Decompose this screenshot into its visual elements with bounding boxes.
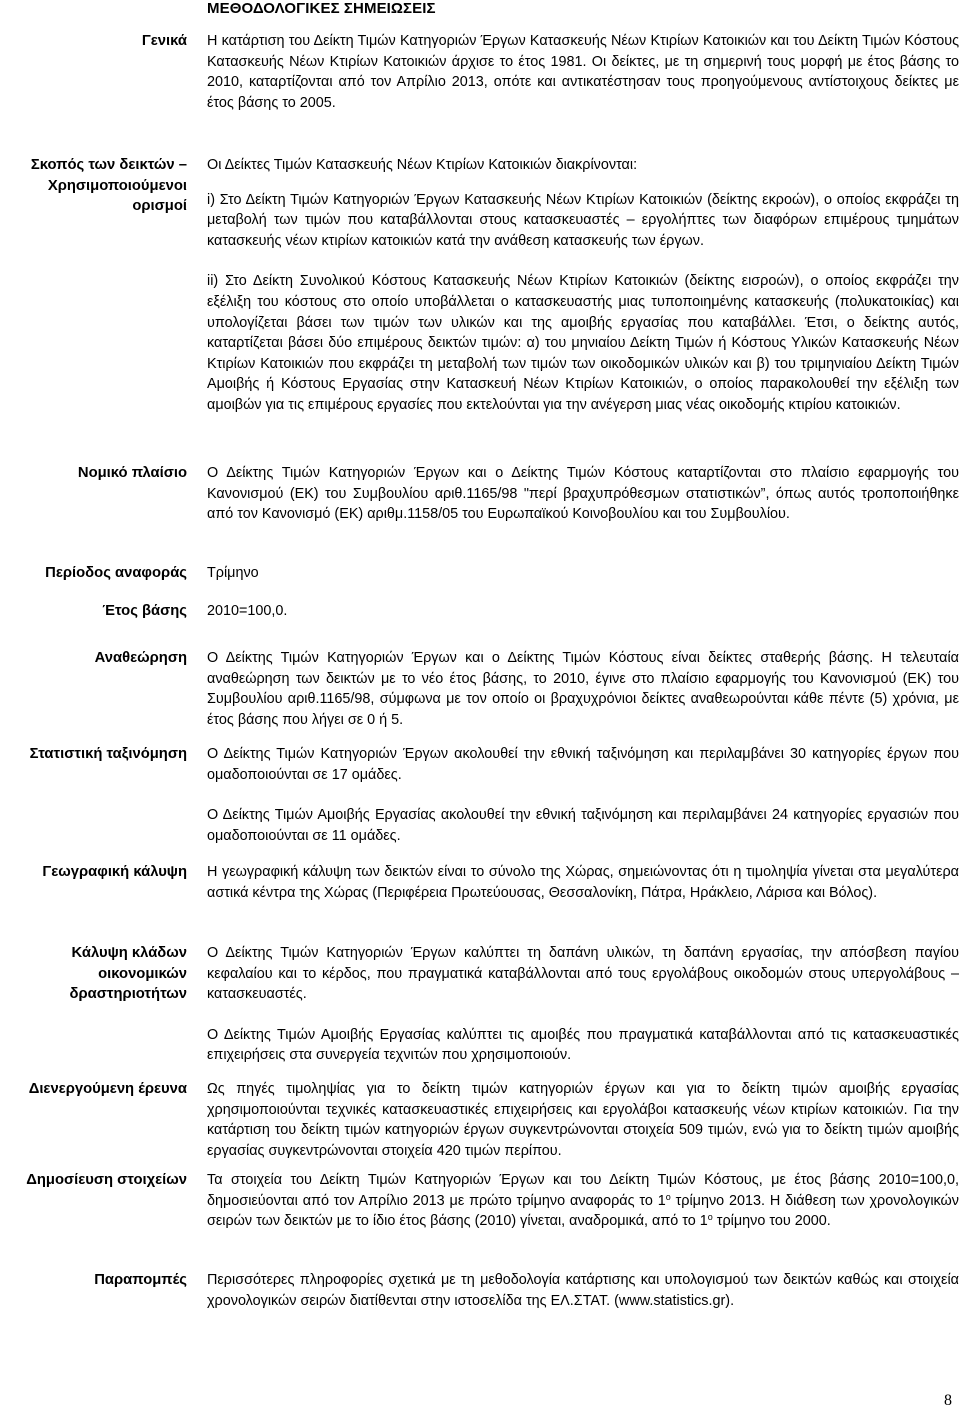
section-label: Αναθεώρηση [94, 650, 187, 666]
text-run: τρίμηνο 2013. Η διάθεση των χρονολογικών σειρών των δεικτών με το ίδιο έτος βάσης (2010) γίνεται, αναδρομικά, από το 1 [207, 1192, 959, 1230]
section-text [207, 862, 959, 903]
paragraph: Τρίμηνο [207, 565, 259, 581]
section-text [207, 563, 959, 584]
section-label: Σκοπός των δεικτών – Χρησιμοποιούμενοι ορισμοί [30, 157, 187, 215]
superscript: ο [707, 1212, 713, 1223]
page-number: 8 [944, 1392, 952, 1409]
section-label: Έτος βάσης [102, 603, 187, 619]
paragraph: Ο Δείκτης Τιμών Κατηγοριών Έργων καλύπτει τη δαπάνη υλικών, τη δαπάνη εργασίας, την απόσβεση παγίου κεφαλαίου και το κέρδος, που πραγματικά καταβάλλονται από τους εργολάβους οικοδομών στους υπεργολάβους – κατασκευαστές. [207, 945, 959, 1003]
page-title: ΜΕΘΟΔΟΛΟΓΙΚΕΣ ΣΗΜΕΙΩΣΕΙΣ [207, 0, 436, 17]
paragraph: Οι Δείκτες Τιμών Κατασκευής Νέων Κτιρίων Κατοικιών διακρίνονται: [207, 157, 638, 173]
paragraph: Ο Δείκτης Τιμών Αμοιβής Εργασίας καλύπτει τις αμοιβές που πραγματικά καταβάλλονται από τις κατασκευαστικές επιχειρήσεις στα συνεργεία τεχνιτών που χρησιμοποιούν. [207, 1026, 959, 1064]
section-label: Γενικά [141, 33, 187, 49]
section-text [207, 463, 959, 525]
paragraph: i) Στο Δείκτη Τιμών Κατηγοριών Έργων Κατασκευής Νέων Κτιρίων Κατοικιών (δείκτης εκροών), ο οποίος εκφράζει τη μεταβολή των τιμών που καταβάλλονται στους κατασκευαστές – εργολήπτες των διαφόρων επιμέρους τμημάτων κατασκευής νέων κτιρίων κατοικιών κατά την ανάθεση κατασκευής των έργων. [207, 191, 959, 249]
section-text [207, 744, 959, 846]
text-run: Τα στοιχεία του Δείκτη Τιμών Κατηγοριών Έργων και του Δείκτη Τιμών Κόστους, με έτος βάσης 2010=100,0, δημοσιεύονται από τον Απρίλιο 2013 με πρώτο τρίμηνο αναφοράς το 1 [207, 1172, 959, 1209]
paragraph: Ο Δείκτης Τιμών Κατηγοριών Έργων και ο Δείκτης Τιμών Κόστους καταρτίζονται στο πλαίσιο εφαρμογής του Κανονισμού (ΕΚ) του Συμβουλίου αριθ.1165/98 "περί βραχυπρόθεσμων στατιστικών”, όπως αυτός τροποποιήθηκε από τον Κανονισμό (ΕΚ) αριθμ.1158/05 του Ευρωπαϊκού Κοινοβουλίου και του Συμβουλίου. [207, 465, 959, 523]
section-text [207, 648, 959, 730]
section-text [207, 155, 959, 416]
section-label: Διενεργούμενη έρευνα [28, 1081, 187, 1097]
paragraph: ii) Στο Δείκτη Συνολικού Κόστους Κατασκευής Νέων Κτιρίων Κατοικιών (δείκτης εισροών), ο οποίος εκφράζει την εξέλιξη του κόστους στο οποίο υποβάλλεται ο κατασκευαστής μιας τυποποιημένης κατασκευής (πολυκατοικίας) και υπολογίζεται βάσει των τιμών των υλικών και της αμοιβής εργασίας που καταβάλλει. Έτσι, ο δείκτης αυτός, καταρτίζεται βάσει δύο επιμέρους δεικτών τιμών: α) του μηνιαίου Δείκτη Τιμών ή Κόστους Υλικών Κατασκευής Νέων Κτιρίων Κατοικιών που εκφράζει τη μεταβολή των τιμών των οικοδομικών υλικών και β) του τριμηνιαίου Δείκτη Τιμών Αμοιβής ή Κόστους Εργασίας στην Κατασκευή Νέων Κτιρίων Κατοικιών, ο οποίος παρακολουθεί την εξέλιξη των αμοιβών για τις επιμέρους εργασίες που εκτελούνται για την ανέγερση μιας νέας οικοδομής κτιρίου κατοικιών. [207, 273, 959, 413]
section-text [207, 1079, 959, 1161]
paragraph: Η γεωγραφική κάλυψη των δεικτών είναι το σύνολο της Χώρας, σημειώνοντας ότι η τιμοληψία γίνεται στα μεγαλύτερα αστικά κέντρα της Χώρας (Περιφέρεια Πρωτεύουσας, Θεσσαλονίκη, Πάτρα, Ηράκλειο, Λάρισα και Βόλος). [207, 864, 959, 901]
paragraph: Ως πηγές τιμοληψίας για το δείκτη τιμών κατηγοριών έργων και για το δείκτη τιμών αμοιβής εργασίας χρησιμοποιούνται τεχνικές κατασκευαστικές επιχειρήσεις και εργολάβοι κατασκευής νέων κτιρίων κατοικιών. Για την κατάρτιση του δείκτη τιμών κατηγοριών έργων συγκεντρώνονται στοιχεία 509 τιμών, ενώ για το δείκτη τιμών αμοιβής εργασίας συγκεντρώνονται στοιχεία 420 τιμών περίπου. [207, 1081, 959, 1159]
paragraph: Περισσότερες πληροφορίες σχετικά με τη μεθοδολογία κατάρτισης και υπολογισμού των δεικτών καθώς και στοιχεία χρονολογικών σειρών διατίθενται στην ιστοσελίδα της ΕΛ.ΣΤΑΤ. (www.statistics.gr). [207, 1272, 959, 1309]
paragraph: 2010=100,0. [207, 603, 288, 619]
paragraph: Η κατάρτιση του Δείκτη Τιμών Κατηγοριών Έργων Κατασκευής Νέων Κτιρίων Κατοικιών και του Δείκτη Τιμών Κόστους Κατασκευής Νέων Κτιρίων Κατοικιών άρχισε το έτος 1981. Οι δείκτες, με τη σημερινή τους μορφή με έτος βάσης το 2010, καταρτίζονται από τον Απρίλιο 2013, οπότε και αντικατέστησαν τους προηγούμενους αντίστοιχους δείκτες με έτος βάσης το 2005. [207, 33, 959, 111]
section-label: Γεωγραφική κάλυψη [42, 864, 187, 880]
paragraph: Ο Δείκτης Τιμών Αμοιβής Εργασίας ακολουθεί την εθνική ταξινόμηση και περιλαμβάνει 24 κατηγορίες εργασιών που ομαδοποιούνται σε 11 ομάδες. [207, 807, 959, 844]
paragraph: Ο Δείκτης Τιμών Κατηγοριών Έργων ακολουθεί την εθνική ταξινόμηση και περιλαμβάνει 30 κατηγορίες έργων που ομαδοποιούνται σε 17 ομάδες. [207, 746, 959, 783]
section-label: Στατιστική ταξινόμηση [29, 746, 187, 762]
superscript: ο [665, 1191, 671, 1202]
section-label: Νομικό πλαίσιο [77, 465, 187, 481]
section-label: Δημοσίευση στοιχείων [26, 1172, 187, 1188]
section-text [207, 1170, 959, 1232]
paragraph: Ο Δείκτης Τιμών Κατηγοριών Έργων και ο Δείκτης Τιμών Κόστους είναι δείκτες σταθερής βάσης. Η τελευταία αναθεώρηση των δεικτών με το νέο έτος βάσης, το 2010, έγινε στο πλαίσιο εφαρμογής του Κανονισμού (ΕΚ) του Συμβουλίου αριθ.1165/98, σύμφωνα με τον οποίο οι βραχυχρόνιοι δείκτες αναθεωρούνται κάθε πέντε (5) χρόνια, με έτος βάσης που λήγει σε 0 ή 5. [207, 650, 959, 728]
paragraph [207, 1170, 959, 1232]
text-run: τρίμηνο του 2000. [712, 1213, 831, 1230]
section-text [207, 601, 959, 622]
section-text [207, 943, 959, 1066]
section-text [207, 1270, 959, 1311]
section-text [207, 31, 959, 113]
section-label: Κάλυψη κλάδων οικονομικών δραστηριοτήτων [69, 945, 187, 1003]
section-label: Περίοδος αναφοράς [45, 565, 187, 581]
section-label: Παραπομπές [94, 1272, 187, 1288]
